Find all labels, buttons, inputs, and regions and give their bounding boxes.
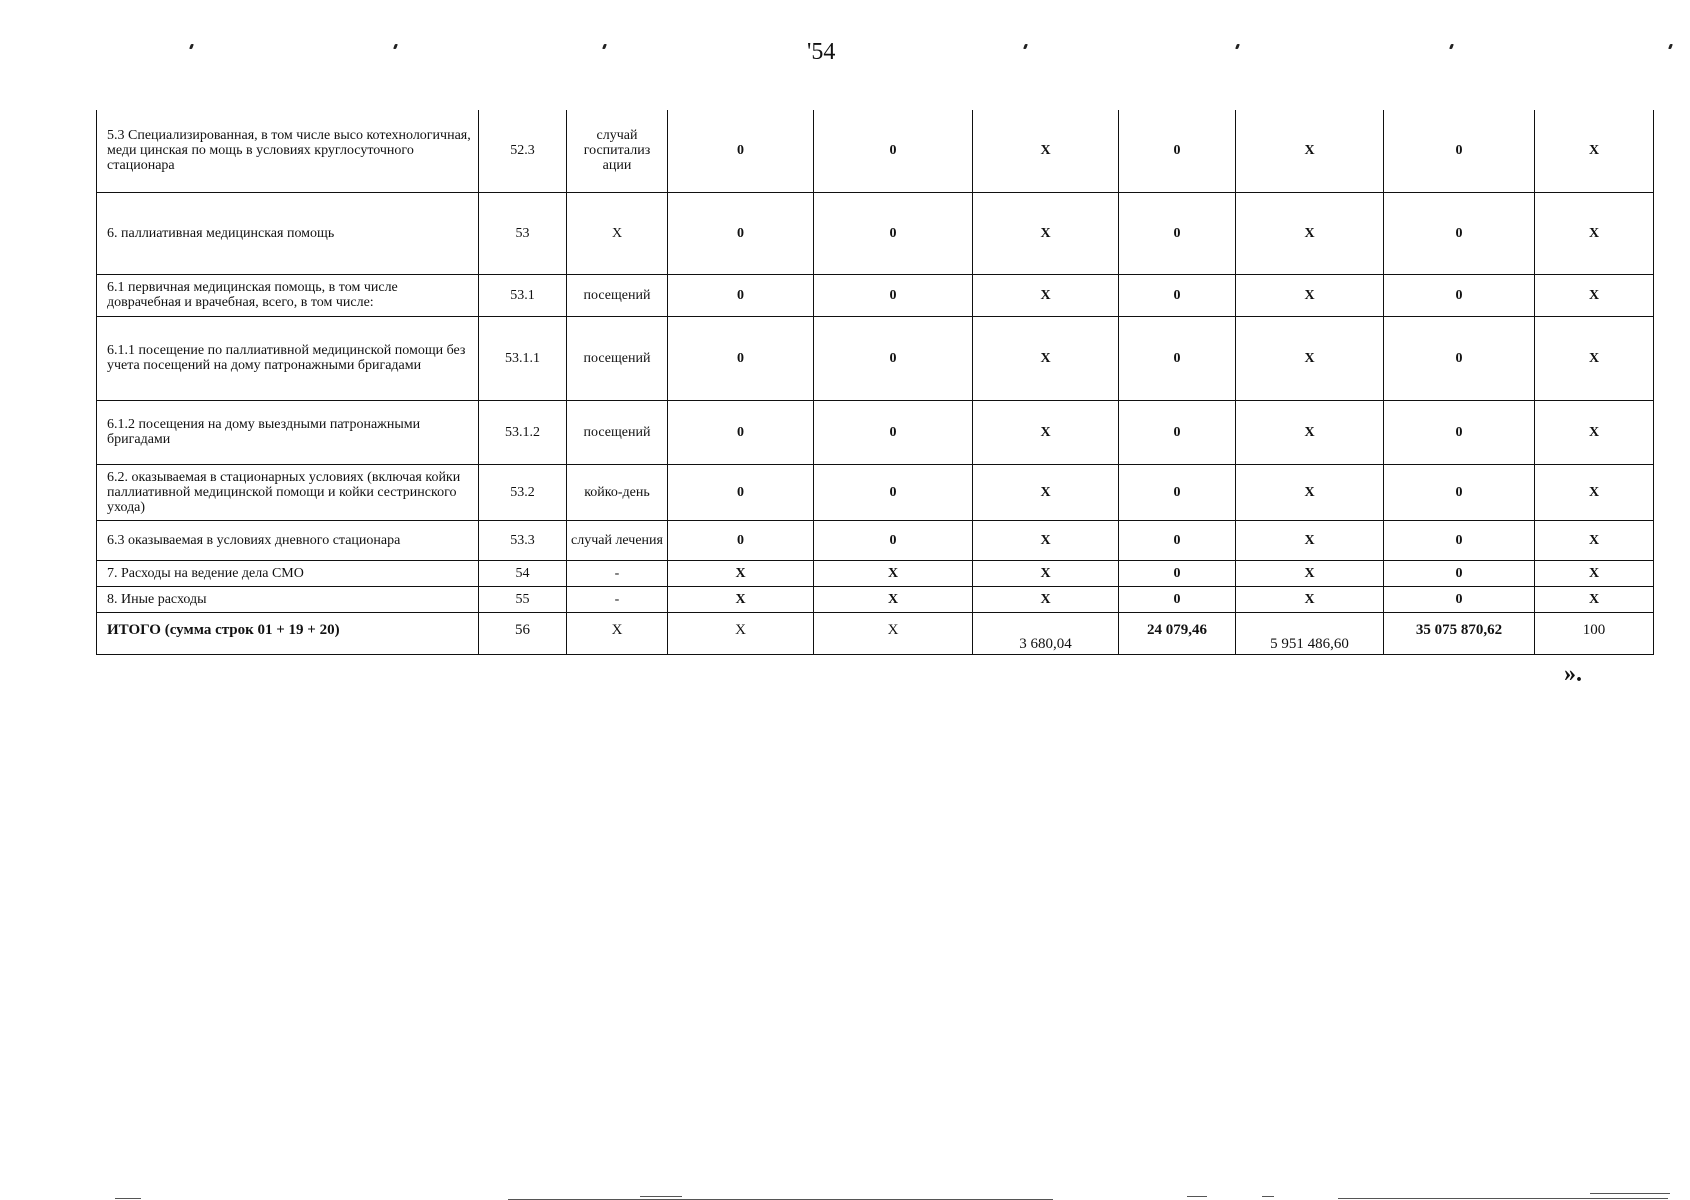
table-row (97, 274, 1654, 316)
unit-cell: X (567, 192, 668, 274)
col9-cell: 0 (1384, 316, 1535, 400)
row-name-cell: 6. паллиативная медицинская помощь (97, 192, 479, 274)
col10-cell: X (1535, 192, 1654, 274)
col4-cell: 0 (668, 274, 814, 316)
col8-cell: X (1236, 520, 1384, 560)
col4-cell: 0 (668, 110, 814, 192)
col4-cell: 0 (668, 400, 814, 464)
col9-cell: 0 (1384, 520, 1535, 560)
col4-cell: 0 (668, 520, 814, 560)
col5-cell: 0 (814, 192, 973, 274)
scan-speck (393, 44, 398, 49)
table-row (97, 586, 1654, 612)
table-row (97, 520, 1654, 560)
scan-speck (602, 44, 607, 49)
total-col7-cell: 24 079,46 (1119, 612, 1236, 654)
col5-cell: 0 (814, 400, 973, 464)
total-row (97, 612, 1654, 654)
col7-cell: 0 (1119, 560, 1236, 586)
col9-cell: 0 (1384, 464, 1535, 520)
col10-cell: X (1535, 586, 1654, 612)
scan-speck (1449, 44, 1454, 49)
table-row (97, 560, 1654, 586)
row-code-cell: 54 (479, 560, 567, 586)
col6-cell: X (973, 316, 1119, 400)
col8-cell: X (1236, 560, 1384, 586)
table-row (97, 110, 1654, 192)
col8-cell: X (1236, 192, 1384, 274)
col7-cell: 0 (1119, 464, 1236, 520)
expenses-table (96, 110, 1654, 655)
total-row-name-cell: ИТОГО (сумма строк 01 + 19 + 20) (97, 612, 479, 654)
col5-cell: 0 (814, 520, 973, 560)
col5-cell: 0 (814, 110, 973, 192)
row-name-cell: 8. Иные расходы (97, 586, 479, 612)
footer-line (115, 1198, 141, 1199)
col9-cell: 0 (1384, 586, 1535, 612)
unit-cell: посещений (567, 316, 668, 400)
col10-cell: X (1535, 316, 1654, 400)
row-name-cell: 5.3 Специализированная, в том числе высо котехнологичная, меди цинская по мощь в условиях круглосуточного стационара (97, 110, 479, 192)
col9-cell: 0 (1384, 110, 1535, 192)
col10-cell: X (1535, 400, 1654, 464)
total-row-code-cell: 56 (479, 612, 567, 654)
col9-cell: 0 (1384, 400, 1535, 464)
unit-cell: посещений (567, 274, 668, 316)
col9-cell: 0 (1384, 560, 1535, 586)
row-name-cell: 6.2. оказываемая в стационарных условиях (включая койки паллиативной медицинской помощи и койки сестринского ухода) (97, 464, 479, 520)
col8-cell: X (1236, 110, 1384, 192)
col6-cell: X (973, 520, 1119, 560)
col8-cell: X (1236, 274, 1384, 316)
footer-line (1338, 1198, 1668, 1199)
col7-cell: 0 (1119, 110, 1236, 192)
col10-cell: X (1535, 110, 1654, 192)
total-col10-cell: 100 (1535, 612, 1654, 654)
col9-cell: 0 (1384, 274, 1535, 316)
col6-cell: X (973, 110, 1119, 192)
row-code-cell: 53.1 (479, 274, 567, 316)
col4-cell: 0 (668, 316, 814, 400)
col9-cell: 0 (1384, 192, 1535, 274)
col7-cell: 0 (1119, 192, 1236, 274)
total-col5-cell: X (814, 612, 973, 654)
col10-cell: X (1535, 274, 1654, 316)
col6-cell: X (973, 586, 1119, 612)
page-number: '54 (807, 39, 836, 65)
col6-cell: X (973, 192, 1119, 274)
table-row (97, 464, 1654, 520)
col8-cell: X (1236, 316, 1384, 400)
col10-cell: X (1535, 560, 1654, 586)
footer-line (640, 1196, 682, 1197)
total-col6-cell: 3 680,04 (973, 612, 1119, 654)
total-col9-cell: 35 075 870,62 (1384, 612, 1535, 654)
col7-cell: 0 (1119, 520, 1236, 560)
col4-cell: 0 (668, 192, 814, 274)
col4-cell: X (668, 586, 814, 612)
col10-cell: X (1535, 520, 1654, 560)
col6-cell: X (973, 560, 1119, 586)
row-code-cell: 53 (479, 192, 567, 274)
unit-cell: случай лечения (567, 520, 668, 560)
col7-cell: 0 (1119, 316, 1236, 400)
col6-cell: X (973, 400, 1119, 464)
table-row (97, 192, 1654, 274)
col7-cell: 0 (1119, 274, 1236, 316)
total-col4-cell: X (668, 612, 814, 654)
footer-line (1590, 1193, 1670, 1194)
col4-cell: 0 (668, 464, 814, 520)
scan-speck (189, 44, 194, 49)
scan-speck (1235, 44, 1240, 49)
col8-cell: X (1236, 400, 1384, 464)
scan-speck (1668, 44, 1673, 49)
col4-cell: X (668, 560, 814, 586)
unit-cell: посещений (567, 400, 668, 464)
unit-cell: случай госпитализ ации (567, 110, 668, 192)
row-code-cell: 53.3 (479, 520, 567, 560)
footer-line (1262, 1196, 1274, 1197)
unit-cell: - (567, 586, 668, 612)
row-name-cell: 6.3 оказываемая в условиях дневного стационара (97, 520, 479, 560)
row-name-cell: 7. Расходы на ведение дела СМО (97, 560, 479, 586)
row-code-cell: 53.1.2 (479, 400, 567, 464)
unit-cell: койко-день (567, 464, 668, 520)
col7-cell: 0 (1119, 586, 1236, 612)
col7-cell: 0 (1119, 400, 1236, 464)
footer-line (1187, 1196, 1207, 1197)
unit-cell: - (567, 560, 668, 586)
col10-cell: X (1535, 464, 1654, 520)
row-name-cell: 6.1.1 посещение по паллиативной медицинской помощи без учета посещений на дому патронажными бригадами (97, 316, 479, 400)
row-code-cell: 52.3 (479, 110, 567, 192)
col5-cell: X (814, 560, 973, 586)
total-col8-cell: 5 951 486,60 (1236, 612, 1384, 654)
col8-cell: X (1236, 586, 1384, 612)
row-name-cell: 6.1 первичная медицинская помощь, в том числе доврачебная и врачебная, всего, в том числе: (97, 274, 479, 316)
col6-cell: X (973, 274, 1119, 316)
row-code-cell: 53.1.1 (479, 316, 567, 400)
table-row (97, 316, 1654, 400)
col5-cell: 0 (814, 274, 973, 316)
closing-quote-mark: ». (1564, 661, 1582, 687)
col8-cell: X (1236, 464, 1384, 520)
col6-cell: X (973, 464, 1119, 520)
col5-cell: 0 (814, 316, 973, 400)
col5-cell: 0 (814, 464, 973, 520)
table-row (97, 400, 1654, 464)
row-code-cell: 55 (479, 586, 567, 612)
scan-speck (1023, 44, 1028, 49)
row-code-cell: 53.2 (479, 464, 567, 520)
col5-cell: X (814, 586, 973, 612)
total-unit-cell: X (567, 612, 668, 654)
row-name-cell: 6.1.2 посещения на дому выездными патронажными бригадами (97, 400, 479, 464)
